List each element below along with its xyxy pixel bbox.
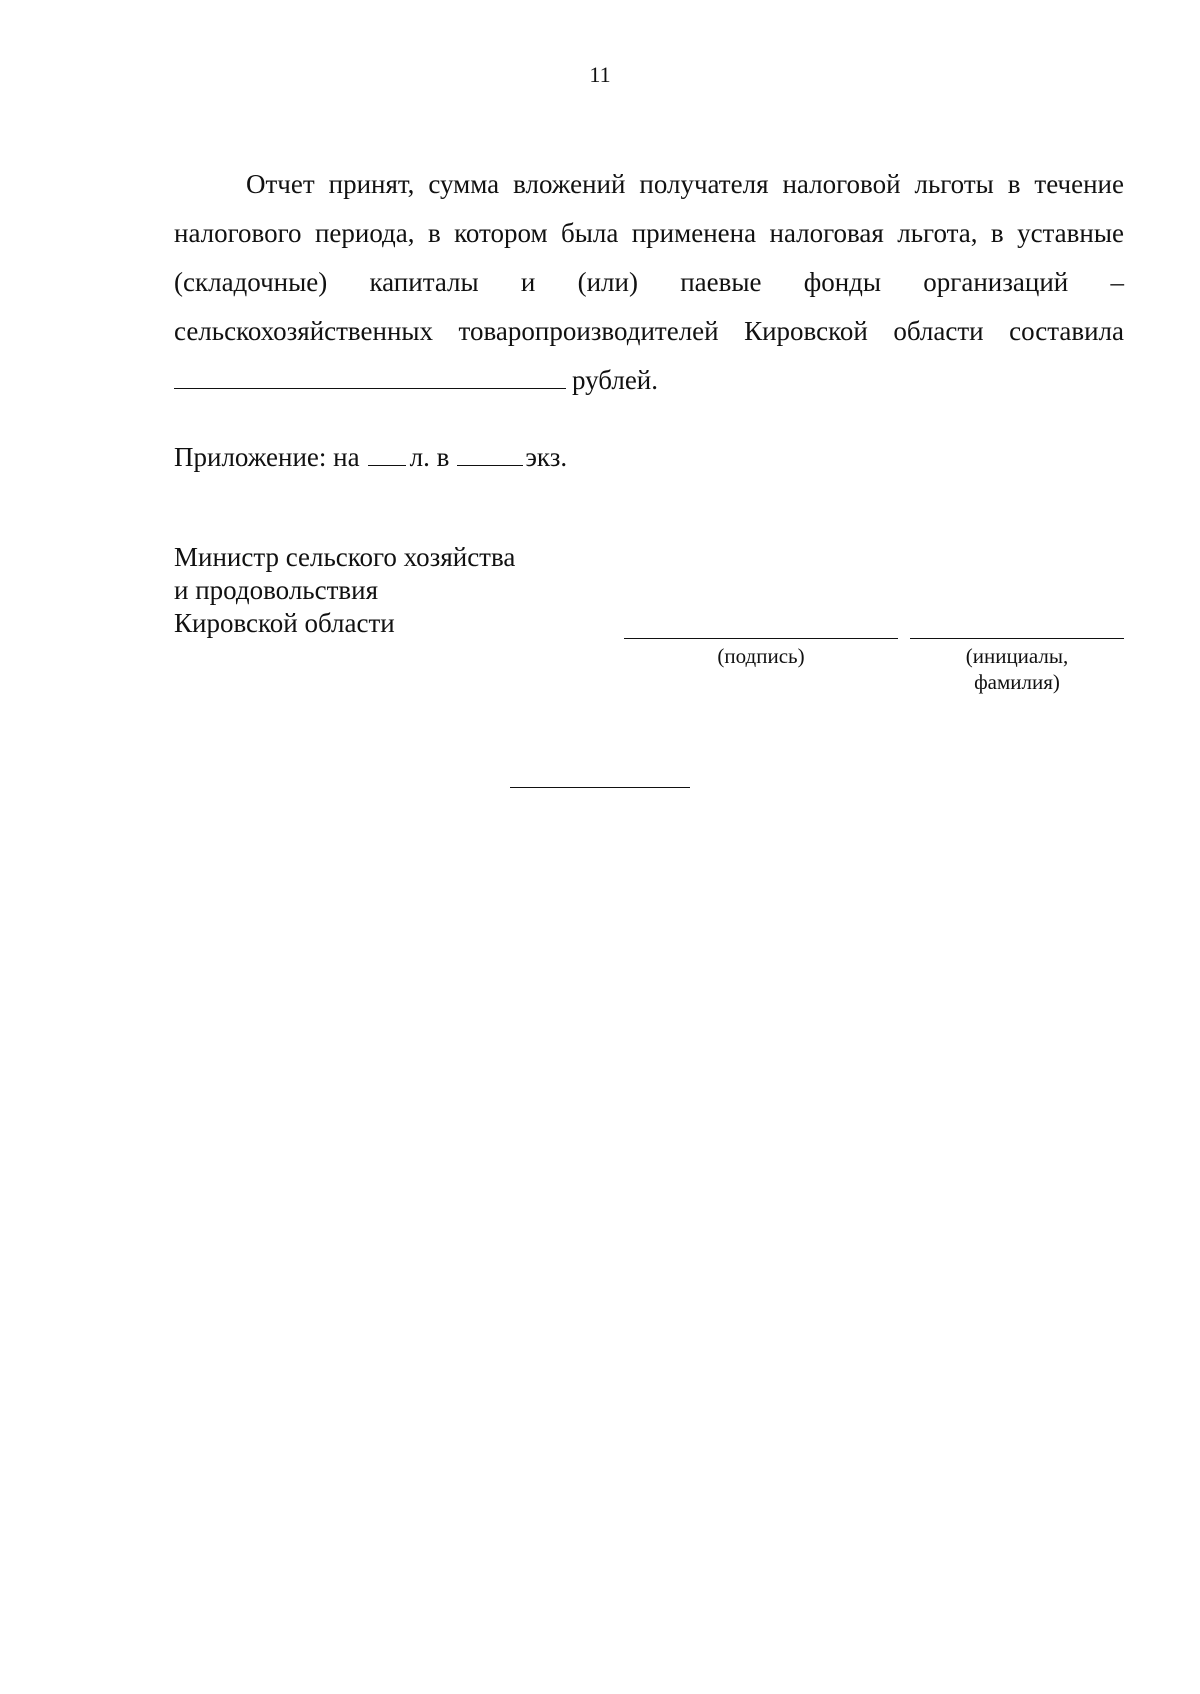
name-caption-line1: (инициалы, — [965, 644, 1069, 668]
page-number: 11 — [589, 62, 611, 87]
name-line[interactable] — [910, 638, 1124, 639]
report-paragraph — [174, 160, 1124, 405]
appendix-middle: л. в — [409, 442, 450, 472]
signer-block — [174, 541, 515, 640]
signature-caption: (подпись) — [717, 644, 805, 668]
report-text: Отчет принят, сумма вложений получателя налоговой льготы в течение налогового периода, в котором была применена налоговая льгота, в уставные (складочные) капиталы и (или) паевые фонды организаций – сельскохозяйственных товаропроизводителей Кировской области составила — [174, 169, 1124, 346]
currency-label: рублей. — [572, 365, 659, 395]
end-rule-divider — [510, 787, 690, 788]
copies-blank-field[interactable] — [457, 441, 523, 466]
signature-line[interactable] — [624, 638, 898, 639]
appendix-prefix: Приложение: на — [174, 442, 360, 472]
name-caption-line2: фамилия) — [974, 670, 1060, 694]
signer-title-line3: Кировской области — [174, 608, 395, 638]
signer-title-line1: Министр сельского хозяйства — [174, 542, 516, 572]
sheets-blank-field[interactable] — [368, 441, 406, 466]
amount-blank-field[interactable] — [174, 362, 566, 389]
appendix-suffix: экз. — [525, 442, 568, 472]
name-caption — [910, 643, 1124, 695]
signer-title-line2: и продовольствия — [174, 575, 379, 605]
appendix-line — [174, 441, 567, 473]
amount-line — [174, 356, 1124, 405]
